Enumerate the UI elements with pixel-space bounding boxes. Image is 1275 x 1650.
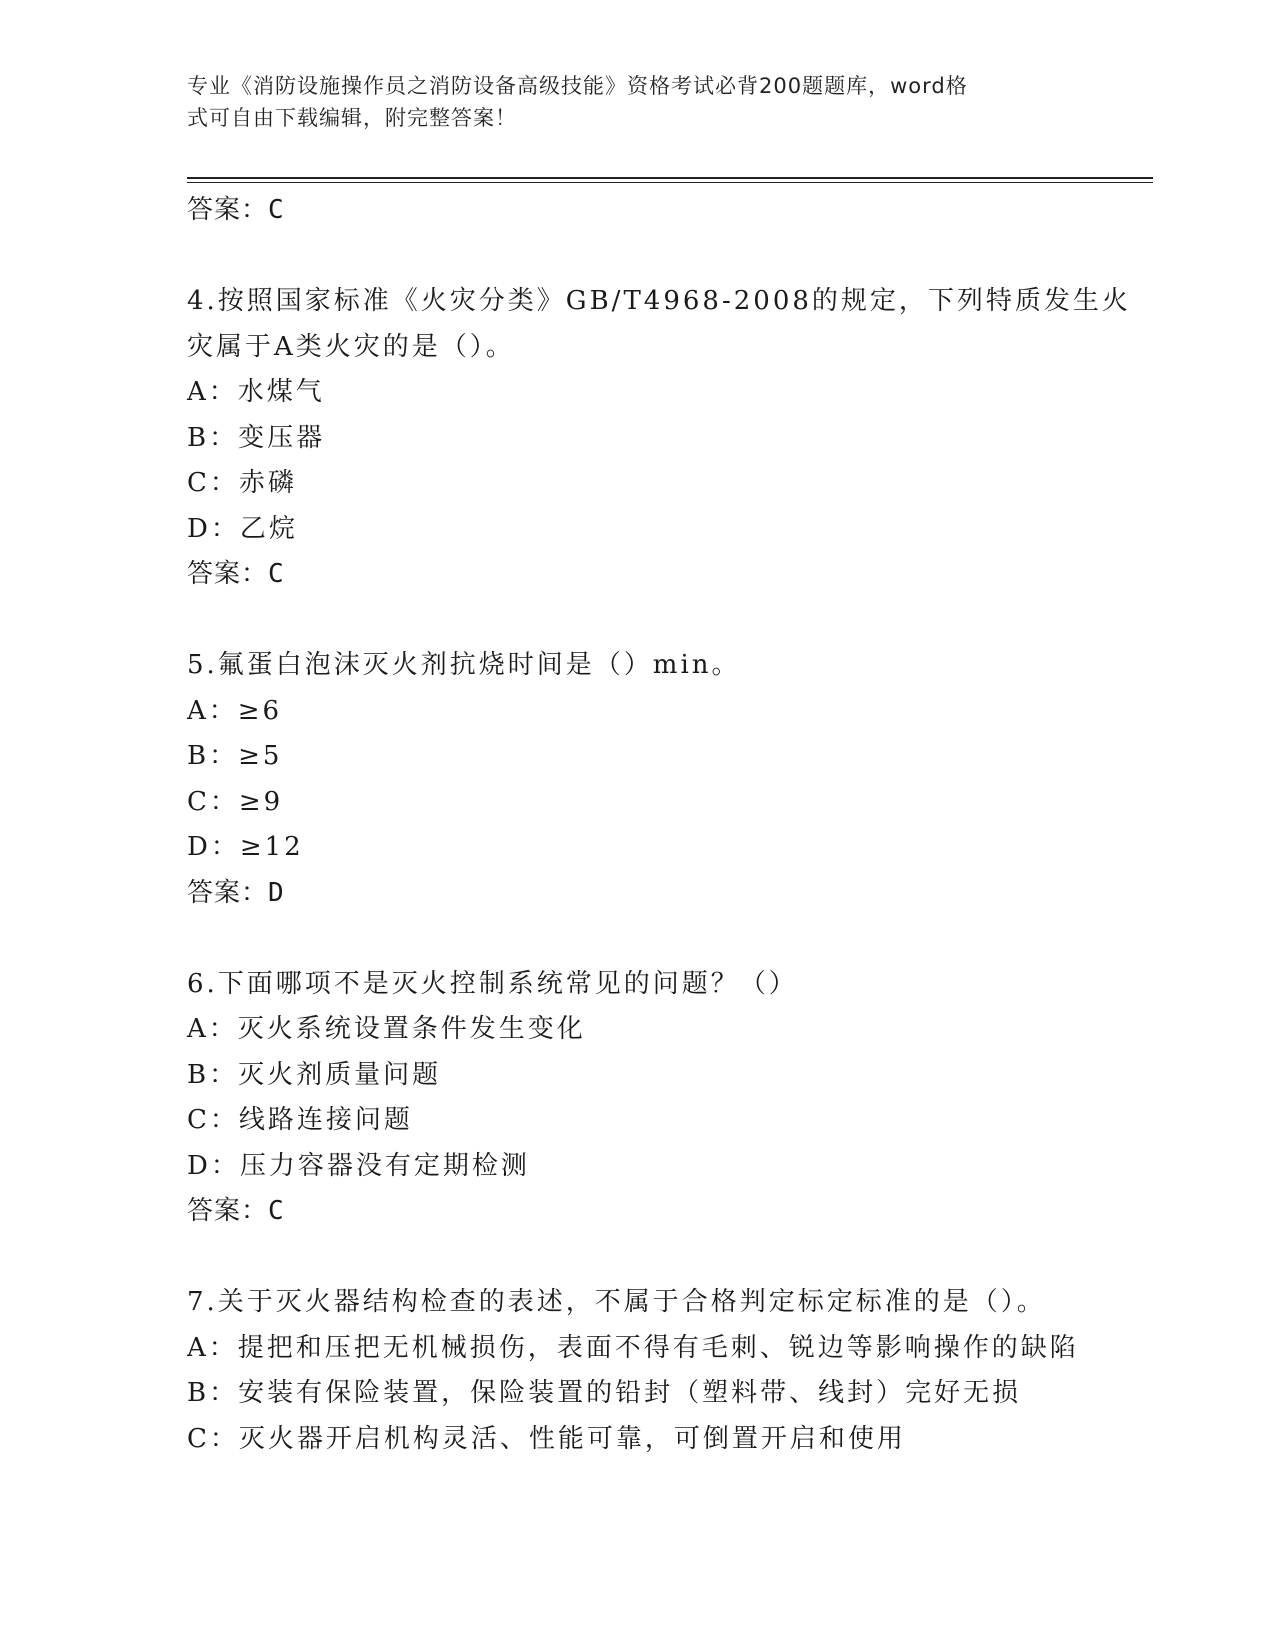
question-stem: 7.关于灭火器结构检查的表述，不属于合格判定标定标准的是（）。	[187, 1287, 1046, 1317]
option-d: D：乙烷	[187, 513, 298, 544]
answer-line	[187, 552, 1087, 598]
question-block	[187, 962, 1087, 1235]
option-a: A：水煤气	[187, 377, 325, 407]
answer-line	[187, 188, 1087, 234]
question-stem: 5.氟蛋白泡沫灭火剂抗烧时间是（）min。	[187, 650, 741, 680]
spacer	[187, 1235, 1087, 1281]
option-a: A：提把和压把无机械损伤，表面不得有毛刺、锐边等影响操作的缺陷	[187, 1332, 1079, 1363]
answer-line	[187, 1189, 1087, 1235]
spacer	[187, 234, 1087, 280]
header-rule-thin	[187, 182, 1153, 183]
question-block	[187, 279, 1131, 598]
option-a: A：≥6	[187, 695, 283, 726]
answer-line	[187, 871, 1087, 917]
answer-label: 答案：	[187, 877, 269, 908]
answer-value: C	[268, 559, 285, 589]
option-d: D：压力容器没有定期检测	[187, 1150, 530, 1181]
question-block	[187, 1280, 1087, 1462]
question-list	[187, 188, 1131, 1462]
option-b: B：≥5	[187, 741, 283, 771]
question-stem: 4.按照国家标准《火灾分类》GB/T4968-2008的规定，下列特质发生火	[187, 286, 1131, 316]
question-stem: 6.下面哪项不是灭火控制系统常见的问题？（）	[187, 968, 798, 999]
question-block	[187, 643, 1087, 916]
answer-label: 答案：	[187, 559, 269, 589]
answer-value: C	[268, 195, 285, 225]
header-line-2: 式可自由下载编辑，附完整答案！	[187, 106, 517, 130]
option-b: B：灭火剂质量问题	[187, 1059, 442, 1090]
spacer	[187, 598, 1087, 644]
option-a: A：灭火系统设置条件发生变化	[187, 1014, 586, 1044]
option-c: C：赤磷	[187, 468, 297, 498]
document-header	[187, 70, 1067, 134]
answer-value: C	[268, 1196, 285, 1226]
answer-label: 答案：	[187, 1196, 269, 1226]
question-stem: 灾属于A类火灾的是（）。	[187, 331, 515, 362]
header-line-1: 专业《消防设施操作员之消防设备高级技能》资格考试必背200题题库，word格	[187, 74, 968, 98]
answer-label: 答案：	[187, 195, 269, 225]
option-d: D：≥12	[187, 832, 304, 862]
option-b: B：安装有保险装置，保险装置的铅封（塑料带、线封）完好无损	[187, 1378, 1022, 1408]
spacer	[187, 916, 1087, 962]
option-c: C：≥9	[187, 786, 284, 817]
option-b: B：变压器	[187, 422, 326, 453]
answer-value: D	[268, 877, 285, 908]
option-c: C：线路连接问题	[187, 1105, 413, 1135]
header-rule-thick	[187, 177, 1153, 179]
option-c: C：灭火器开启机构灵活、性能可靠，可倒置开启和使用	[187, 1423, 906, 1454]
